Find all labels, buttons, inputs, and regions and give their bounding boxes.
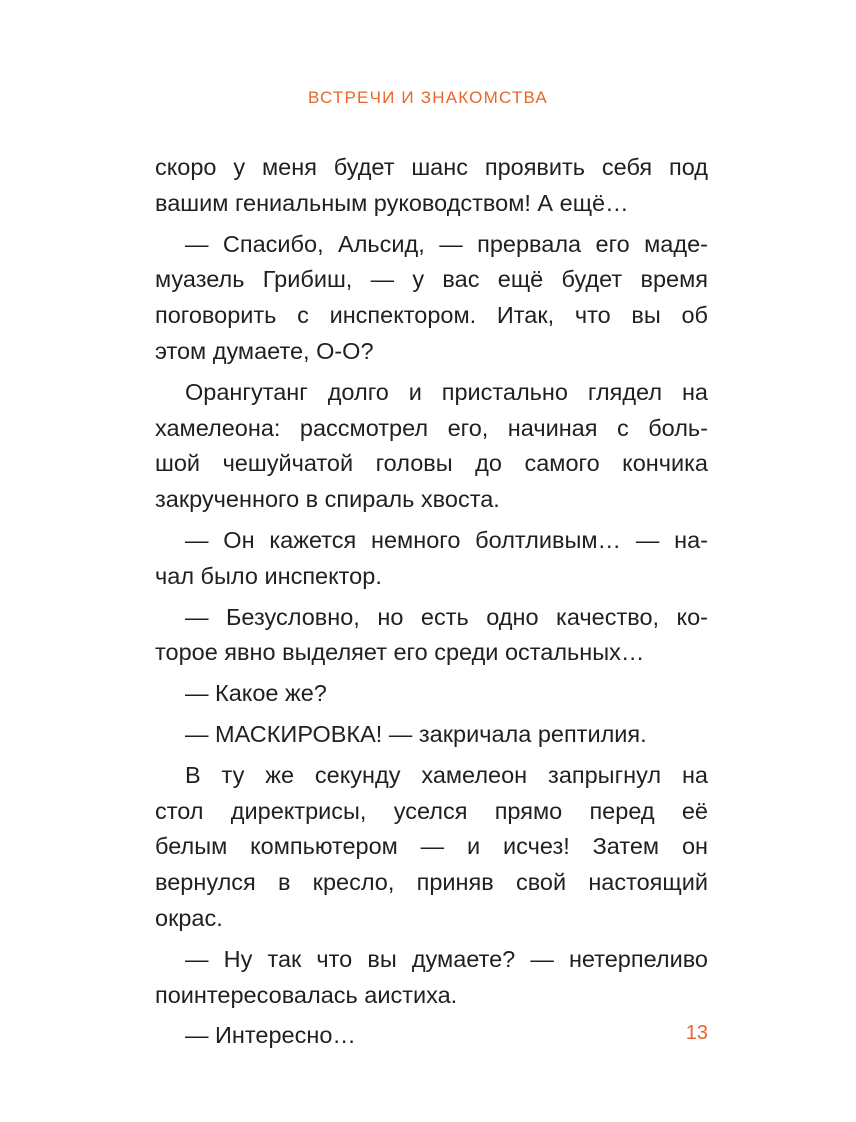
text-line: поинтересовалась аистиха.	[155, 981, 458, 1008]
text-line: закрученного в спираль хвоста.	[155, 486, 500, 513]
text-line: торое явно выделяет его среди остальных…	[155, 639, 645, 666]
text-line: белым компьютером — и исчез! Затем он	[155, 833, 708, 860]
text-line: поговорить с инспектором. Итак, что вы об	[155, 302, 708, 329]
text-line: муазель Грибиш, — у вас ещё будет время	[155, 266, 708, 293]
running-title: ВСТРЕЧИ И ЗНАКОМСТВА	[308, 88, 548, 107]
text-line: Орангутанг долго и пристально глядел на	[185, 378, 708, 405]
text-line: вашим гениальным руководством! А ещё…	[155, 189, 629, 216]
text-line: окрас.	[155, 904, 223, 931]
text-line: — Спасибо, Альсид, — прервала его маде-	[185, 230, 708, 257]
body-text	[155, 150, 708, 1054]
text-line: — Он кажется немного болтливым… — на-	[185, 526, 708, 553]
text-line: чал было инспектор.	[155, 562, 382, 589]
text-line: этом думаете, О-О?	[155, 337, 374, 364]
page-number: 13	[685, 1022, 708, 1044]
text-line: — Безусловно, но есть одно качество, ко-	[185, 603, 708, 630]
text-line: В ту же секунду хамелеон запрыгнул на	[185, 761, 708, 788]
text-line: — Интересно…	[185, 1022, 356, 1049]
text-line: — Ну так что вы думаете? — нетерпеливо	[185, 945, 708, 972]
text-line: хамелеона: рассмотрел его, начиная с боль-	[155, 414, 708, 441]
text-line: вернулся в кресло, приняв свой настоящий	[155, 869, 708, 896]
text-line: стол директрисы, уселся прямо перед её	[155, 797, 708, 824]
text-line: — МАСКИРОВКА! — закричала рептилия.	[185, 720, 647, 747]
text-line: скоро у меня будет шанс проявить себя под	[155, 154, 708, 180]
text-line: шой чешуйчатой головы до самого кончика	[155, 450, 708, 477]
text-line: — Какое же?	[185, 680, 327, 707]
